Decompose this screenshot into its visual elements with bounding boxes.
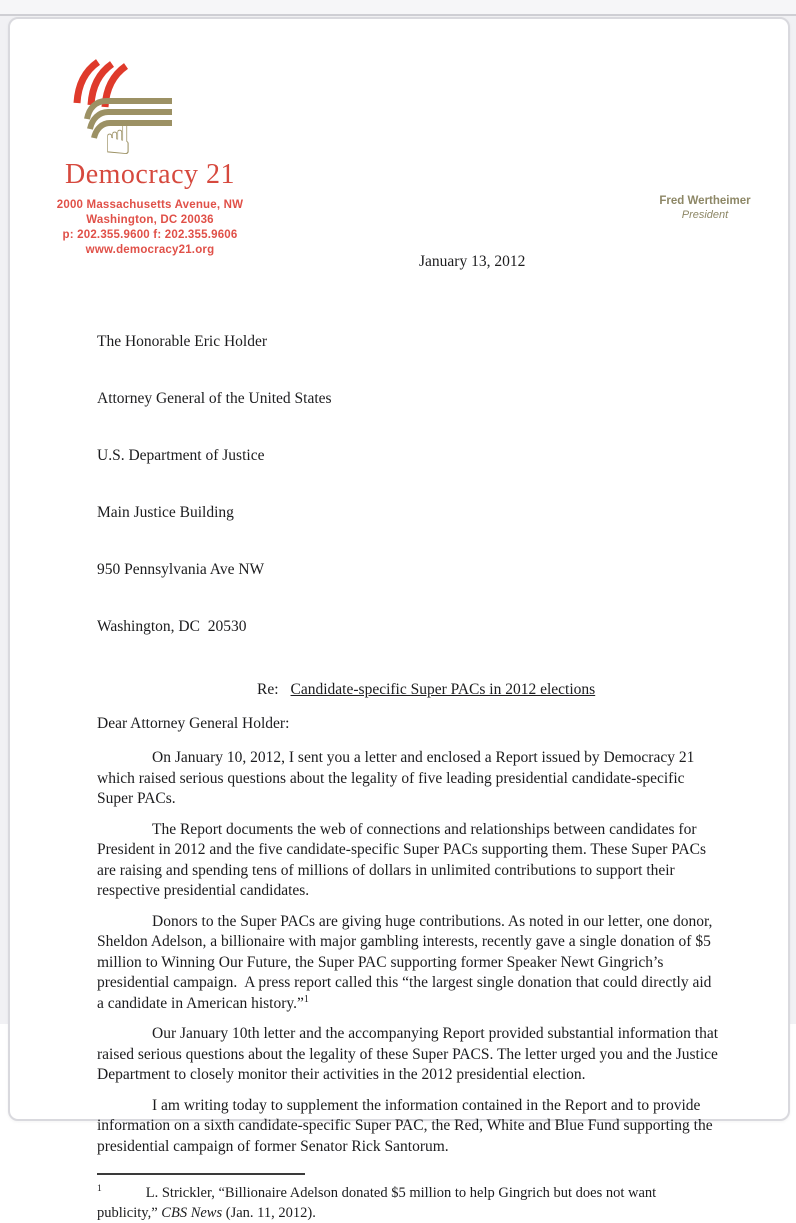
document-page [8, 17, 790, 1221]
org-address-line: Washington, DC 20036 [86, 214, 214, 226]
officer-title: President [681, 209, 729, 221]
footnote-source: CBS News [161, 1205, 223, 1221]
paragraph [97, 748, 719, 810]
paragraph-text: Donors to the Super PACs are giving huge contributions. As noted in our letter, one donor, Sheldon Adelson, a billionaire with major gambling interests, recently gave a single donation of $5 million to Winning Our Future, the Super PAC supporting former Speaker Newt Gingrich’s presidential campaign. A press report called this “the largest single donation that could directly aid a candidate in American history.” [97, 912, 717, 1012]
footnote-reference: 1 [303, 993, 309, 1005]
recipient-line: The Honorable Eric Holder [97, 333, 268, 350]
salutation: Dear Attorney General Holder: [97, 715, 290, 732]
recipient-line: Attorney General of the United States [97, 390, 332, 407]
org-name: Democracy 21 [64, 159, 236, 190]
footnote-date: (Jan. 11, 2012). [222, 1205, 316, 1221]
recipient-line: Main Justice Building [97, 504, 234, 521]
viewer-top-bar [0, 0, 796, 16]
org-address [30, 198, 270, 258]
org-address-line: p: 202.355.9600 f: 202.355.9606 [62, 229, 238, 241]
paragraph [97, 1024, 722, 1086]
paragraph-text: The Report documents the web of connections and relationships between candidates for President in 2012 and the five candidate-specific Super PACs supporting them. These Super PACs are raising and spending tens of millions of dollars in unlimited contributions to support their respective presidential candidates. [97, 820, 710, 899]
re-label: Re: [257, 681, 279, 698]
recipient-line: 950 Pennsylvania Ave NW [97, 561, 265, 578]
org-address-line: 2000 Massachusetts Avenue, NW [56, 199, 244, 211]
paragraph [97, 820, 719, 902]
footnote [97, 1183, 719, 1223]
letter-body [97, 252, 722, 1223]
footnote-marker: 1 [97, 1184, 102, 1195]
officer-block [650, 194, 760, 222]
paragraph-text: I am writing today to supplement the information contained in the Report and to provide information on a sixth candidate-specific Super PAC, the Red, White and Blue Fund supporting the presidential campaign of former Senator Rick Santorum. [97, 1096, 717, 1155]
paragraph-text: Our January 10th letter and the accompanying Report provided substantial information that raised serious questions about the legality of these Super PACS. The letter urged you and the Justice Department to closely monitor their activities in the 2012 presidential election. [97, 1025, 722, 1083]
recipient-line: Washington, DC 20530 [97, 618, 247, 635]
footnote-separator [97, 1173, 305, 1175]
footnote-text: L. Strickler, “Billionaire Adelson donated $5 million to help Gingrich but does not want publicity,” [97, 1185, 657, 1221]
paragraph [97, 1096, 719, 1158]
recipient-line: U.S. Department of Justice [97, 447, 265, 464]
letterhead-left-block [30, 159, 270, 258]
org-website: www.democracy21.org [85, 244, 215, 256]
letter-date: January 13, 2012 [419, 253, 526, 270]
pointing-hand-icon: ☝ [104, 111, 133, 165]
paragraph [97, 912, 719, 1015]
re-subject: Candidate-specific Super PACs in 2012 elections [290, 681, 596, 698]
re-subject-line [97, 680, 719, 700]
recipient-address-block [97, 294, 719, 674]
paragraph-text: On January 10, 2012, I sent you a letter and enclosed a Report issued by Democracy 21 which raised serious questions about the legality of five leading presidential candidate-specific Super PACs. [97, 749, 699, 807]
officer-name: Fred Wertheimer [659, 195, 751, 207]
